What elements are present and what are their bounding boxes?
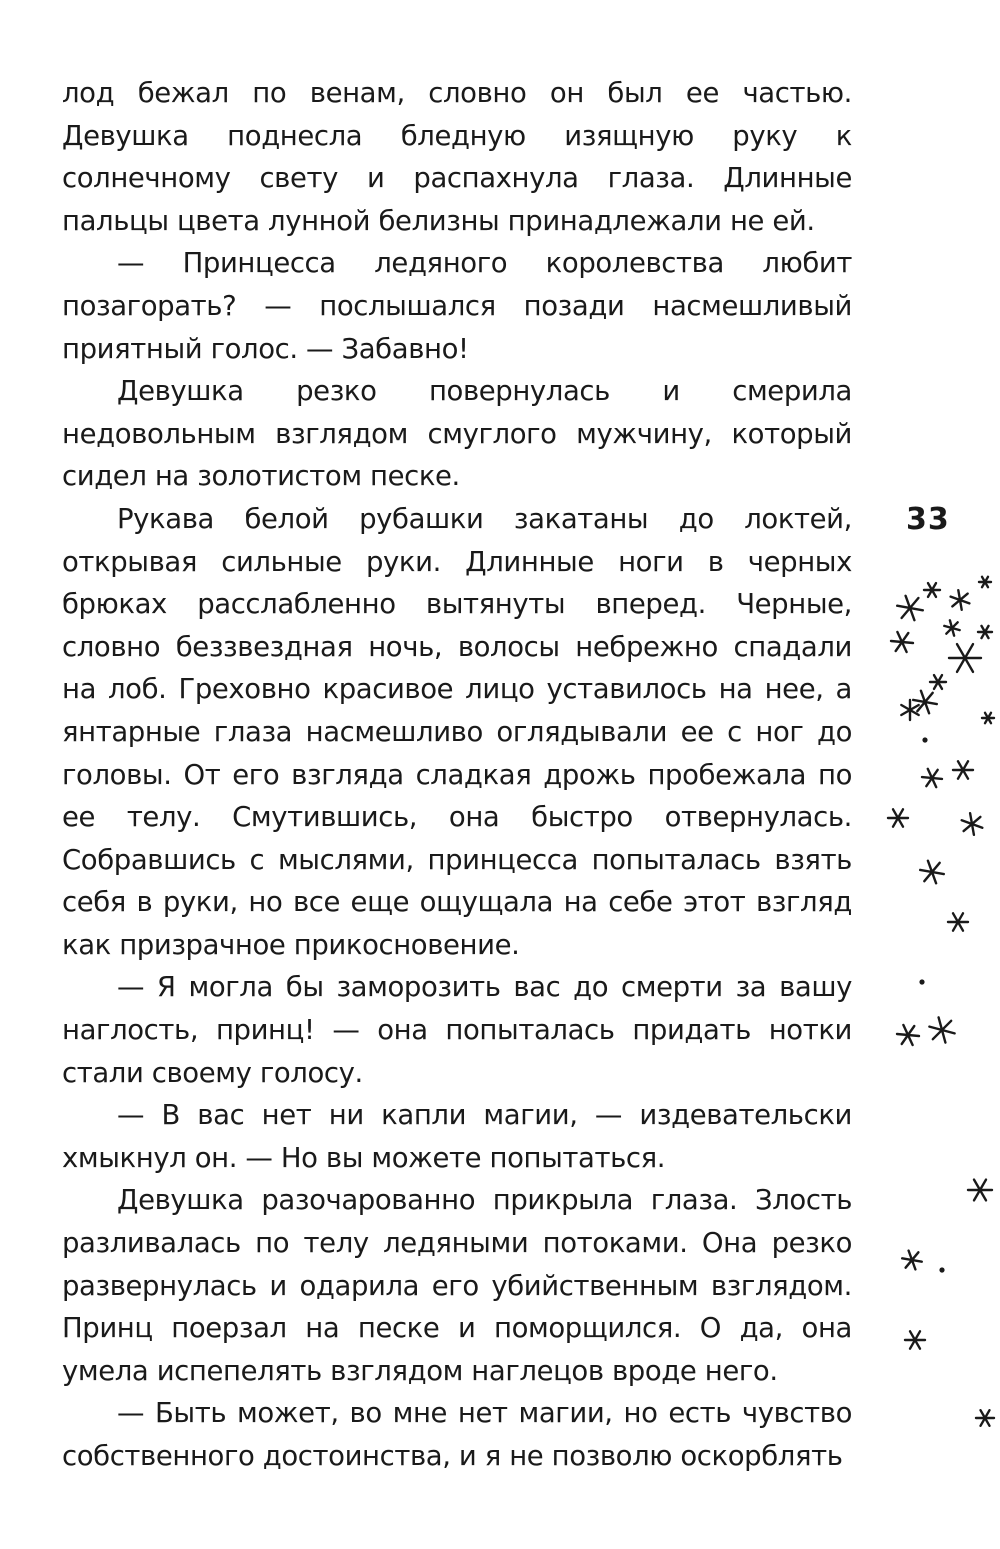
stars-svg [880,570,1000,1450]
star-icon [982,713,994,723]
star-icon [897,596,923,620]
star-icon [948,913,968,930]
star-icon [949,644,981,672]
star-icon [929,1017,954,1042]
star-icon [951,590,970,610]
star-icon [901,700,918,720]
paragraph-8: — Быть может, во мне нет магии, но есть чувство собственного достоинства, и я не позволю оскорблять [62,1397,852,1472]
paragraph-4: Рукава белой рубашки закатаны до локтей, открывая сильные руки. Длинные ноги в черных брюках расслабленно вытянуты вперед. Черные, словно беззвездная ночь, волосы небрежно спадали на лоб. Греховно красивое лицо уставилось на нее, а янтарные глаза насмешливо оглядывали ее с ног до головы. От его взгляда сладкая дрожь пробежала по ее телу. Смутившись, она быстро отвернулась. Собравшись с мыслями, принцесса попыталась взять себя в руки, но все еще ощущала на себе этот взгляд как призрачное прикосновение. [62,502,852,961]
star-icon [930,675,946,689]
paragraph-6: — В вас нет ни капли магии, — издевательски хмыкнул он. — Но вы можете попытаться. [62,1099,852,1174]
star-icon [902,1251,922,1270]
star-icon [905,1331,925,1348]
dot-icon [939,1267,944,1272]
star-icon [953,761,973,778]
star-icon [897,1025,919,1045]
star-icon [976,1410,994,1426]
dot-icon [919,979,924,984]
star-icon [944,620,959,635]
body-text [62,72,852,1478]
paragraph-7: Девушка разочарованно прикрыла глаза. Злость разливалась по телу ледяными потоками. Она резко развернулась и одарила его убийственным взглядом. Принц поерзал на песке и поморщился. О да, она умела испепелять взглядом наглецов вроде него. [62,1184,852,1387]
dot-icon [922,737,927,742]
paragraph-1: лод бежал по венам, словно он был ее частью. Девушка поднесла бледную изящную руку к солнечному свету и распахнула глаза. Длинные пальцы цвета лунной белизны принадлежали не ей. [62,77,852,237]
star-decoration [880,570,1000,1450]
paragraph-5: — Я могла бы заморозить вас до смерти за вашу наглость, принц! — она попыталась придать нотки стали своему голосу. [62,971,852,1089]
page-number: 33 [906,502,950,537]
star-icon [913,691,937,714]
star-icon [920,861,944,884]
star-icon [924,583,940,597]
star-icon [978,626,992,638]
star-icon [979,577,991,587]
paragraph-2: — Принцесса ледяного королевства любит позагорать? — послышался позади насмешливый приятный голос. — Забавно! [62,247,852,365]
star-icon [962,813,983,835]
star-icon [922,769,942,787]
paragraph-3: Девушка резко повернулась и смерила недовольным взглядом смуглого мужчину, который сидел на золотистом песке. [62,375,852,493]
star-icon [968,1180,992,1201]
star-icon [891,632,913,652]
star-icon [888,809,908,826]
